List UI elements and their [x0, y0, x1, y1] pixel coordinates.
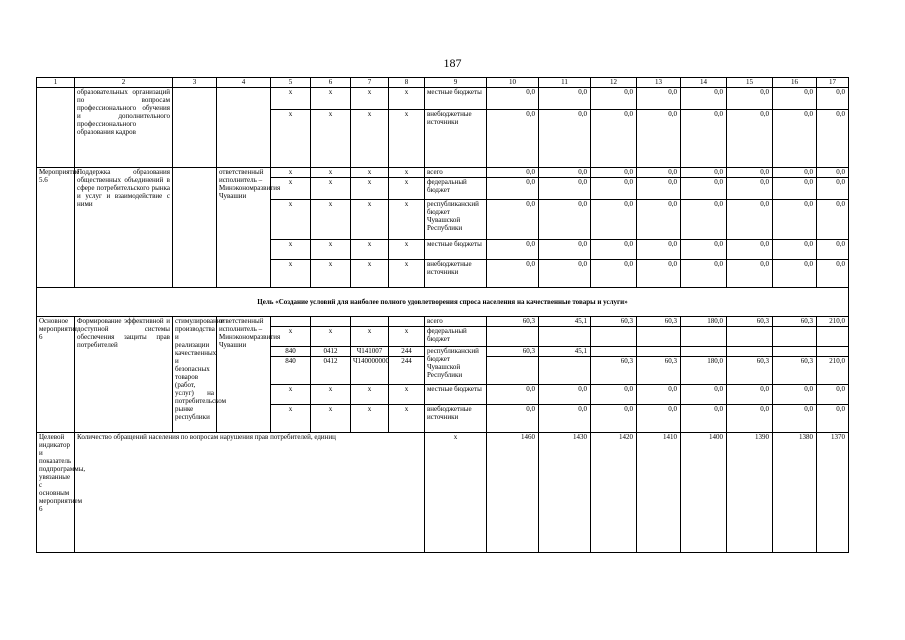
value-cell: 0,0	[817, 240, 849, 260]
code-cell: x	[389, 168, 425, 178]
funding-source: республиканский бюджет Чувашской Республики	[425, 200, 487, 240]
column-header: 7	[351, 78, 389, 88]
value-cell: 60,3	[637, 357, 681, 385]
value-cell: 0,0	[637, 405, 681, 433]
value-cell: 1420	[591, 433, 637, 553]
value-cell	[591, 327, 637, 347]
value-cell: 0,0	[591, 178, 637, 200]
value-cell: 0,0	[637, 110, 681, 168]
code-cell: Ч140000000	[351, 357, 389, 385]
value-cell: 1400	[681, 433, 727, 553]
value-cell: 1460	[487, 433, 539, 553]
code-cell: x	[311, 168, 351, 178]
value-cell: 60,3	[773, 317, 817, 327]
funding-source: местные бюджеты	[425, 385, 487, 405]
value-cell: 60,3	[591, 357, 637, 385]
column-header: 5	[271, 78, 311, 88]
value-cell	[539, 327, 591, 347]
funding-source: всего	[425, 317, 487, 327]
value-cell: 60,3	[637, 317, 681, 327]
value-cell: 0,0	[591, 168, 637, 178]
code-cell: 0412	[311, 357, 351, 385]
code-cell: x	[271, 405, 311, 433]
value-cell	[773, 347, 817, 357]
activity-description: образовательных организаций по вопросам профессионального обучения и дополнительного профессионального образования кадров	[75, 88, 173, 168]
funding-source: внебюджетные источники	[425, 110, 487, 168]
table-cell	[217, 88, 271, 168]
responsible-executor: ответственный исполнитель – Минэкономразвития Чувашии	[217, 317, 271, 433]
value-cell: 0,0	[727, 168, 773, 178]
value-cell: 0,0	[681, 200, 727, 240]
value-cell: 0,0	[487, 385, 539, 405]
value-cell: 0,0	[539, 168, 591, 178]
table-row	[37, 317, 849, 327]
activity-code: Основное мероприятие 6	[37, 317, 75, 433]
value-cell	[817, 327, 849, 347]
value-cell: 0,0	[817, 260, 849, 288]
code-cell: x	[351, 405, 389, 433]
code-cell: x	[351, 240, 389, 260]
value-cell: 60,3	[487, 317, 539, 327]
value-cell: 0,0	[817, 110, 849, 168]
table-cell	[311, 317, 351, 327]
value-cell: 0,0	[727, 240, 773, 260]
code-cell: x	[389, 385, 425, 405]
code-cell: x	[271, 240, 311, 260]
table-cell	[271, 317, 311, 327]
value-cell: 60,3	[727, 357, 773, 385]
value-cell: 0,0	[773, 178, 817, 200]
table-row	[37, 88, 849, 110]
value-cell: 0,0	[817, 405, 849, 433]
value-cell: 180,0	[681, 317, 727, 327]
code-cell: x	[271, 260, 311, 288]
funding-source: внебюджетные источники	[425, 260, 487, 288]
value-cell: 0,0	[487, 405, 539, 433]
value-cell: 45,1	[539, 317, 591, 327]
value-cell: 0,0	[591, 200, 637, 240]
value-cell: 0,0	[727, 88, 773, 110]
value-cell: 0,0	[637, 260, 681, 288]
indicator-label: Целевой индикатор и показатель подпрограммы, увязанные с основным мероприятием 6	[37, 433, 75, 553]
value-cell: 180,0	[681, 357, 727, 385]
code-cell: 840	[271, 357, 311, 385]
value-cell: 1370	[817, 433, 849, 553]
value-cell: 0,0	[773, 200, 817, 240]
value-cell	[487, 357, 539, 385]
value-cell	[773, 327, 817, 347]
value-cell: 0,0	[773, 405, 817, 433]
value-cell: 0,0	[727, 260, 773, 288]
indicator-description: Количество обращений населения по вопросам нарушения прав потребителей, единиц	[75, 433, 425, 553]
code-cell: x	[351, 200, 389, 240]
code-cell: x	[389, 178, 425, 200]
funding-source: всего	[425, 168, 487, 178]
code-cell: x	[311, 260, 351, 288]
code-cell: x	[351, 88, 389, 110]
code-cell: x	[389, 88, 425, 110]
activity-description: Поддержка образования общественных объединений в сфере потребительского рынка и услуг и взаимодействие с ними	[75, 168, 173, 288]
value-cell: 0,0	[773, 110, 817, 168]
value-cell: 0,0	[539, 88, 591, 110]
code-cell: x	[271, 110, 311, 168]
value-cell	[637, 347, 681, 357]
value-cell: 210,0	[817, 317, 849, 327]
value-cell: 60,3	[591, 317, 637, 327]
code-cell: x	[311, 385, 351, 405]
value-cell: 60,3	[727, 317, 773, 327]
table-row	[37, 433, 849, 553]
value-cell: 0,0	[681, 168, 727, 178]
code-cell: x	[311, 88, 351, 110]
funding-source: местные бюджеты	[425, 240, 487, 260]
value-cell: 0,0	[637, 385, 681, 405]
funding-source: республиканский бюджет Чувашской Республики	[425, 347, 487, 385]
value-cell: 0,0	[727, 200, 773, 240]
value-cell: 210,0	[817, 357, 849, 385]
table-row	[37, 288, 849, 317]
value-cell: 0,0	[539, 385, 591, 405]
value-cell: 0,0	[727, 405, 773, 433]
code-cell: x	[351, 327, 389, 347]
value-cell: 0,0	[591, 405, 637, 433]
value-cell: 0,0	[817, 88, 849, 110]
column-header: 11	[539, 78, 591, 88]
value-cell: 0,0	[727, 110, 773, 168]
code-cell: x	[389, 405, 425, 433]
column-header: 12	[591, 78, 637, 88]
code-cell: x	[271, 327, 311, 347]
value-cell: 0,0	[681, 405, 727, 433]
column-header: 15	[727, 78, 773, 88]
program-table	[36, 77, 849, 553]
code-cell: x	[389, 110, 425, 168]
code-cell: x	[351, 260, 389, 288]
activity-goal: стимулирование производства и реализации качественных и безопасных товаров (работ, услуг) на потребительском рынке республики	[173, 317, 217, 433]
value-cell	[727, 327, 773, 347]
value-cell: 60,3	[773, 357, 817, 385]
responsible-executor: ответственный исполнитель – Минэкономразвития Чувашии	[217, 168, 271, 288]
code-cell: Ч141007	[351, 347, 389, 357]
column-header: 1	[37, 78, 75, 88]
table-cell	[173, 168, 217, 288]
value-cell: 0,0	[681, 88, 727, 110]
code-cell: x	[389, 200, 425, 240]
value-cell: 1410	[637, 433, 681, 553]
code-cell: x	[311, 110, 351, 168]
value-cell	[727, 347, 773, 357]
value-cell: 0,0	[817, 178, 849, 200]
value-cell: 0,0	[681, 385, 727, 405]
value-cell: 60,3	[487, 347, 539, 357]
code-cell: x	[271, 200, 311, 240]
value-cell: 0,0	[773, 240, 817, 260]
code-cell: x	[351, 110, 389, 168]
value-cell: 1390	[727, 433, 773, 553]
code-cell: 0412	[311, 347, 351, 357]
value-cell: 0,0	[817, 385, 849, 405]
code-cell: x	[271, 385, 311, 405]
value-cell: 0,0	[637, 200, 681, 240]
value-cell: 0,0	[681, 260, 727, 288]
column-header: 17	[817, 78, 849, 88]
goal-heading: Цель «Создание условий для наиболее полного удовлетворения спроса населения на качественные товары и услуги»	[37, 288, 849, 317]
code-cell: 840	[271, 347, 311, 357]
code-cell: 244	[389, 357, 425, 385]
code-cell: x	[389, 260, 425, 288]
table-row	[37, 78, 849, 88]
code-cell: x	[311, 178, 351, 200]
code-cell: x	[389, 240, 425, 260]
code-cell: x	[271, 88, 311, 110]
table-cell	[351, 317, 389, 327]
value-cell: 0,0	[637, 168, 681, 178]
value-cell: 0,0	[637, 178, 681, 200]
value-cell: 0,0	[539, 405, 591, 433]
code-cell: x	[311, 405, 351, 433]
value-cell: 1430	[539, 433, 591, 553]
funding-source: федеральный бюджет	[425, 327, 487, 347]
value-cell	[817, 347, 849, 357]
value-cell: 0,0	[487, 110, 539, 168]
value-cell: 0,0	[681, 110, 727, 168]
funding-source: федеральный бюджет	[425, 178, 487, 200]
code-cell: x	[271, 178, 311, 200]
value-cell: 0,0	[817, 200, 849, 240]
value-cell: 0,0	[591, 240, 637, 260]
value-cell: 45,1	[539, 347, 591, 357]
column-header: 8	[389, 78, 425, 88]
value-cell: 1380	[773, 433, 817, 553]
value-cell: 0,0	[487, 88, 539, 110]
value-cell: 0,0	[637, 240, 681, 260]
funding-source: местные бюджеты	[425, 88, 487, 110]
column-header: 13	[637, 78, 681, 88]
column-header: 16	[773, 78, 817, 88]
code-cell: x	[311, 200, 351, 240]
indicator-marker: x	[425, 433, 487, 553]
activity-description: Формирование эффективной и доступной системы обеспечения защиты прав потребителей	[75, 317, 173, 433]
value-cell: 0,0	[487, 168, 539, 178]
value-cell: 0,0	[539, 200, 591, 240]
value-cell: 0,0	[487, 200, 539, 240]
table-cell	[37, 88, 75, 168]
code-cell: x	[311, 240, 351, 260]
code-cell: x	[389, 327, 425, 347]
column-header: 2	[75, 78, 173, 88]
value-cell: 0,0	[727, 385, 773, 405]
value-cell: 0,0	[681, 240, 727, 260]
value-cell: 0,0	[487, 178, 539, 200]
value-cell: 0,0	[773, 168, 817, 178]
value-cell: 0,0	[539, 178, 591, 200]
activity-code: Мероприятие 5.6	[37, 168, 75, 288]
value-cell: 0,0	[727, 178, 773, 200]
column-header: 10	[487, 78, 539, 88]
funding-source: внебюджетные источники	[425, 405, 487, 433]
column-header: 9	[425, 78, 487, 88]
value-cell: 0,0	[637, 88, 681, 110]
code-cell: 244	[389, 347, 425, 357]
value-cell: 0,0	[539, 110, 591, 168]
value-cell: 0,0	[539, 240, 591, 260]
value-cell: 0,0	[591, 110, 637, 168]
value-cell: 0,0	[487, 260, 539, 288]
value-cell	[539, 357, 591, 385]
value-cell: 0,0	[591, 260, 637, 288]
table-row	[37, 168, 849, 178]
value-cell: 0,0	[681, 178, 727, 200]
column-header: 3	[173, 78, 217, 88]
code-cell: x	[351, 168, 389, 178]
column-header: 4	[217, 78, 271, 88]
value-cell: 0,0	[817, 168, 849, 178]
code-cell: x	[351, 178, 389, 200]
column-header: 14	[681, 78, 727, 88]
value-cell: 0,0	[773, 260, 817, 288]
page-number: 187	[443, 56, 462, 70]
value-cell	[637, 327, 681, 347]
value-cell: 0,0	[773, 88, 817, 110]
value-cell: 0,0	[539, 260, 591, 288]
value-cell	[681, 327, 727, 347]
value-cell	[681, 347, 727, 357]
value-cell: 0,0	[591, 385, 637, 405]
code-cell: x	[311, 327, 351, 347]
value-cell: 0,0	[773, 385, 817, 405]
code-cell: x	[271, 168, 311, 178]
table-cell	[173, 88, 217, 168]
column-header: 6	[311, 78, 351, 88]
value-cell	[591, 347, 637, 357]
value-cell: 0,0	[487, 240, 539, 260]
code-cell: x	[351, 385, 389, 405]
value-cell: 0,0	[591, 88, 637, 110]
table-cell	[389, 317, 425, 327]
value-cell	[487, 327, 539, 347]
